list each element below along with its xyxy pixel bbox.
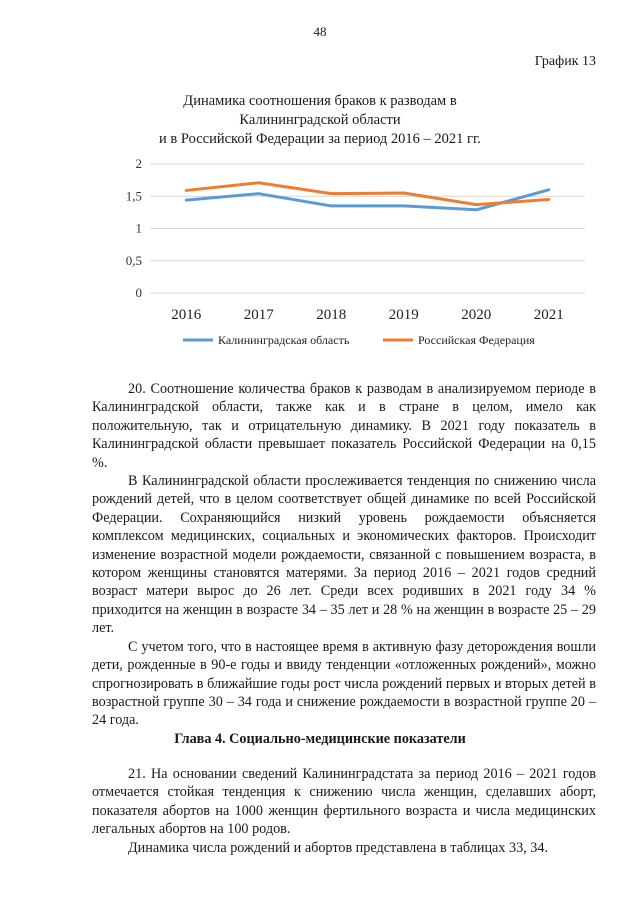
y-tick-label: 2 — [135, 156, 142, 171]
page-number: 48 — [313, 24, 327, 39]
legend-label: Российская Федерация — [418, 333, 535, 347]
x-tick-label: 2016 — [171, 307, 202, 323]
paragraph-births: В Калининградской области прослеживается тенденция по снижению числа рождений детей, что в целом соответствует общей динамике по всей Российской Федерации. Сохраняющийся низкий уровень рождаемости объясняется комплексом медицинских, социальных и экономических факторов. Происходит изменение возрастной модели рождаемости, связанной с повышением возраста, в котором женщины становятся матерями. За период 2016 – 2021 годов средний возраст матери вырос до 26 лет. Среди всех родивших в 2021 году 34 % приходится на женщин в возрасте 34 – 35 лет и 28 % на женщин в возрасте 25 – 29 лет. — [92, 473, 596, 637]
x-tick-label: 2018 — [316, 307, 347, 323]
line-chart — [0, 150, 640, 360]
y-tick-label: 1 — [135, 220, 142, 236]
legend-label: Калининградская область — [218, 333, 350, 347]
chart-title-line-1: Динамика соотношения браков к разводам в — [183, 93, 457, 109]
paragraph-forecast: С учетом того, что в настоящее время в активную фазу деторождения вошли дети, рожденные в 90-е годы и ввиду тенденции «отложенных рождений», можно спрогнозировать в ближайшие годы рост числа рождений первых и вторых детей в возрастной группе 30 – 34 года и снижение рождаемости в возрастной группе 20 – 24 года. — [92, 638, 596, 729]
series-line-2 — [186, 183, 549, 205]
chapter-heading: Глава 4. Социально-медицинские показатели — [174, 731, 466, 747]
text-block-1 — [92, 380, 596, 730]
chart-title-line-3: и в Российской Федерации за период 2016 – 2021 гг. — [159, 131, 481, 147]
y-tick-label: 1,5 — [125, 188, 142, 204]
paragraph-20: 20. Соотношение количества браков к разводам в анализируемом периоде в Калининградской области, также как и в стране в целом, имело как положительную, так и отрицательную динамику. В 2021 году показатель в Калининградской области превышает показатель Российской Федерации на 0,15 %. — [92, 381, 596, 471]
paragraph-21: 21. На основании сведений Калининградстата за период 2016 – 2021 годов отмечается стойкая тенденция к снижению числа женщин, сделавших аборт, показателя абортов на 1000 женщин фертильного возраста и числа медицинских легальных абортов на 100 родов. — [92, 766, 596, 838]
paragraph-tables: Динамика числа рождений и абортов представлена в таблицах 33, 34. — [128, 839, 548, 856]
chart-title-line-2: Калининградской области — [239, 112, 401, 128]
x-tick-label: 2017 — [243, 307, 274, 323]
chart-title — [0, 92, 640, 149]
y-tick-label: 0 — [135, 285, 142, 300]
graph-label: График 13 — [534, 54, 596, 69]
y-tick-label: 0,5 — [125, 252, 142, 268]
text-block-2 — [92, 765, 596, 857]
x-tick-label: 2021 — [533, 307, 564, 323]
x-tick-label: 2020 — [461, 307, 492, 323]
x-tick-label: 2019 — [388, 307, 419, 323]
